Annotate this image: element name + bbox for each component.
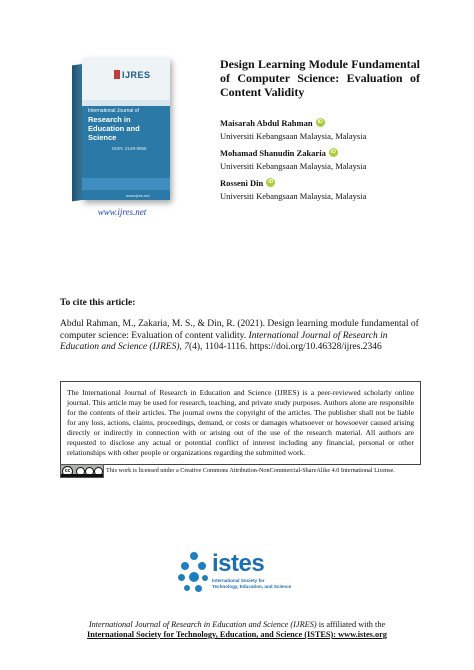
author-affiliation: Universiti Kebangsaan Malaysia, Malaysia [220, 161, 367, 171]
istes-logo [178, 548, 298, 608]
istes-wordmark: istes [212, 550, 265, 577]
logo-dot [202, 575, 208, 581]
cover-subtitle: International Journal of [88, 108, 139, 114]
cc-license-icon[interactable] [60, 464, 104, 478]
journal-url-link[interactable]: www.ijres.net [97, 207, 147, 217]
logo-dot [195, 585, 202, 592]
cover-issn: ISSN: 2148-9955 [112, 146, 147, 151]
author-affiliation: Universiti Kebangsaan Malaysia, Malaysia [220, 131, 367, 141]
footer-journal: International Journal of Research in Education and Science (IJRES) [88, 620, 317, 629]
cover-spine [72, 64, 82, 201]
cover-logo: IJRES [122, 70, 151, 80]
logo-dot [198, 562, 206, 570]
cc-badge-bar [61, 474, 103, 477]
paper-title: Design Learning Module Fundamental of Computer Science: Evaluation of Content Validity [220, 57, 420, 99]
ijres-logo-icon [114, 70, 120, 79]
author-affiliation: Universiti Kebangsaan Malaysia, Malaysia [220, 191, 367, 201]
author-name: Rosseni Din [220, 178, 264, 188]
journal-cover [72, 58, 172, 203]
cover-site: www.ijres.net [126, 193, 150, 198]
cover-front [82, 58, 170, 200]
citation-main: Abdul Rahman, M., Zakaria, M. S., & Din, R. (2021). Design learning module fundamental of computer science: Evaluation of content validity. [60, 319, 419, 341]
logo-dot [178, 574, 185, 581]
footer [60, 620, 414, 640]
cc-icon: cc [62, 466, 73, 477]
author-name: Mohamad Shanudin Zakaria [220, 148, 326, 158]
cover-title-text: Research in Education and Science [88, 115, 140, 142]
cite-label: To cite this article: [60, 298, 136, 308]
license-text: This work is licensed under a Creative Commons Attribution-NonCommercial-ShareAlike 4.0 International License. [106, 467, 395, 474]
orcid-icon[interactable]: iD [317, 118, 323, 125]
logo-dot [190, 552, 198, 560]
orcid-icon[interactable]: iD [268, 178, 274, 185]
author-block [220, 113, 460, 142]
disclaimer-box: The International Journal of Research in Education and Science (IJRES) is a peer-reviewed scholarly online journal. This article may be used for research, teaching, and private study purposes. Authors alone are responsible for the contents of their articles. The journal owns the copyright of the articles. The publisher shall not be liable for any loss, actions, claims, proceedings, demand, or costs or damages whatsoever or howsoever caused arising directly or indirectly in connection with or arising out of the use of the research material. All authors are requested to disclose any actual or potential conflict of interest including any financial, personal or other relationships with other people or organizations regarding the submitted work. [60, 381, 421, 465]
orcid-icon[interactable]: iD [330, 148, 336, 155]
citation-journal: International Journal of Research in Education and Science (IJRES), 7 [60, 330, 388, 352]
author-block [220, 143, 460, 172]
citation-text [60, 319, 422, 354]
logo-dot [184, 585, 190, 591]
istes-tagline: International Society for Technology, Education, and Science [212, 578, 292, 589]
footer-affiliated: is affiliated with the [316, 620, 386, 629]
logo-dot [181, 562, 189, 570]
author-name: Maisarah Abdul Rahman [220, 118, 313, 128]
cover-bottom-bar [82, 178, 170, 190]
author-block [220, 173, 460, 202]
cover-title [88, 108, 168, 142]
cover-stripe [82, 100, 170, 106]
citation-tail: (4), 1104-1116. https://doi.org/10.46328/ijres.2346 [189, 342, 382, 352]
footer-istes-link[interactable]: International Society for Technology, Education, and Science (ISTES): www.istes.org [87, 630, 387, 639]
logo-dot [189, 572, 199, 582]
